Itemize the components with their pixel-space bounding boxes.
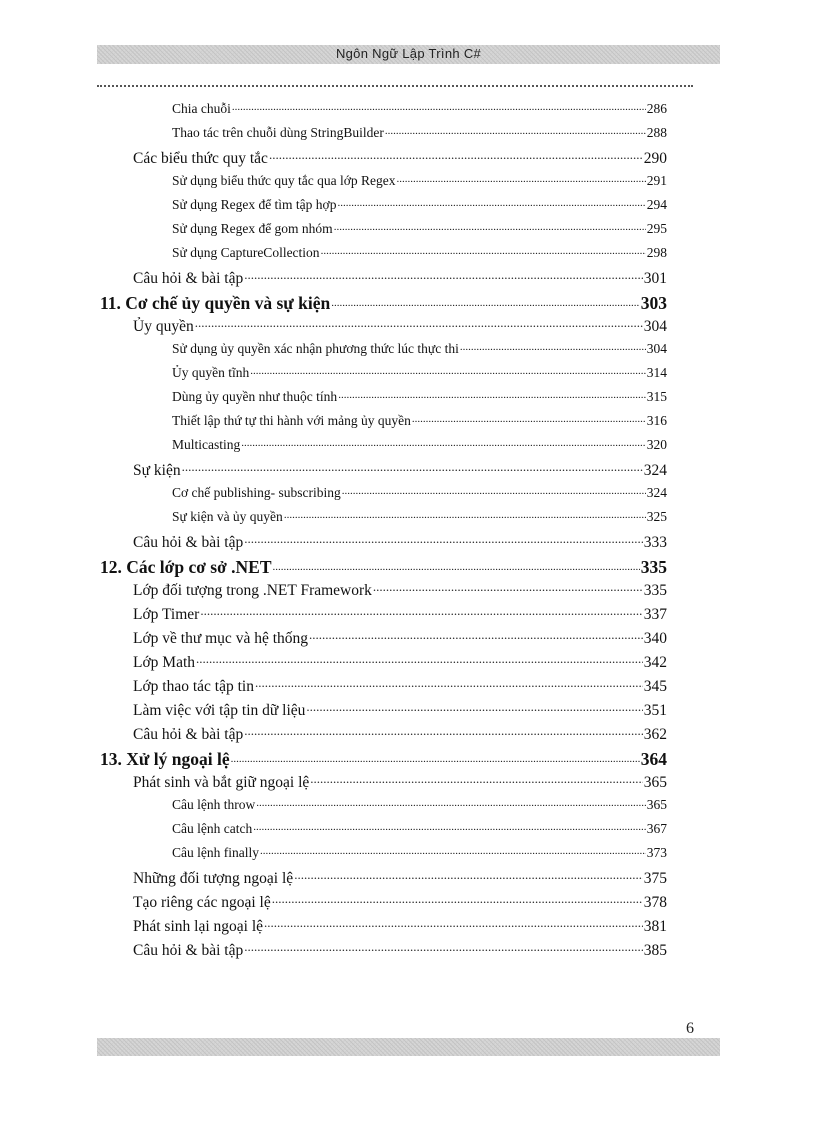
toc-entry-level-3[interactable] <box>172 507 667 529</box>
dot-leader <box>337 195 645 209</box>
toc-entry-page: 315 <box>646 388 667 404</box>
dot-leader <box>412 411 646 425</box>
toc-entry-title: Lớp đối tượng trong .NET Framework <box>133 581 372 599</box>
toc-entry-page: 333 <box>643 533 667 551</box>
toc-entry-page: 295 <box>646 220 667 236</box>
toc-entry-level-3[interactable] <box>172 99 667 121</box>
toc-entry-level-3[interactable] <box>172 171 667 193</box>
toc-entry-title: 12. Các lớp cơ sở .NET <box>100 556 272 577</box>
dot-leader <box>373 579 643 595</box>
toc-entry-title: Câu hỏi & bài tập <box>133 533 244 551</box>
toc-entry-title: Sử dụng Regex để gom nhóm <box>172 220 333 236</box>
toc-entry-level-3[interactable] <box>172 843 667 865</box>
toc-entry-title: Sử dụng Regex để tìm tập hợp <box>172 196 337 212</box>
toc-entry-title: Sự kiện và ủy quyền <box>172 508 283 524</box>
toc-entry-title: 11. Cơ chế ủy quyền và sự kiện <box>100 292 331 313</box>
toc-entry-level-2[interactable] <box>133 147 667 169</box>
dot-leader <box>284 507 646 521</box>
dot-leader <box>196 651 643 667</box>
toc-entry-level-2[interactable] <box>133 699 667 721</box>
toc-entry-level-2[interactable] <box>133 867 667 889</box>
toc-entry-page: 288 <box>646 124 667 140</box>
toc-entry-page: 294 <box>646 196 667 212</box>
dot-leader <box>264 915 643 931</box>
toc-entry-page: 298 <box>646 244 667 260</box>
toc-entry-title: Những đối tượng ngoại lệ <box>133 869 294 887</box>
toc-entry-page: 286 <box>646 100 667 116</box>
toc-entry-title: Câu hỏi & bài tập <box>133 941 244 959</box>
footer-band <box>97 1038 720 1056</box>
toc-entry-title: Thao tác trên chuỗi dùng StringBuilder <box>172 124 384 140</box>
toc-entry-page: 375 <box>643 869 667 887</box>
toc-entry-title: Sự kiện <box>133 461 181 479</box>
toc-entry-page: 304 <box>646 340 667 356</box>
dot-leader <box>460 339 646 353</box>
toc-entry-title: Lớp thao tác tập tin <box>133 677 254 695</box>
toc-entry-level-2[interactable] <box>133 651 667 673</box>
toc-entry-title: Câu lệnh catch <box>172 820 253 836</box>
toc-entry-page: 324 <box>646 484 667 500</box>
toc-entry-level-2[interactable] <box>133 891 667 913</box>
toc-entry-page: 291 <box>646 172 667 188</box>
toc-entry-page: 342 <box>643 653 667 671</box>
toc-entry-page: 365 <box>643 773 667 791</box>
toc-entry-page: 301 <box>643 269 667 287</box>
toc-entry-title: Lớp về thư mục và hệ thống <box>133 629 309 647</box>
dot-leader <box>338 387 646 401</box>
toc-entry-level-2[interactable] <box>133 315 667 337</box>
toc-entry-page: 314 <box>646 364 667 380</box>
toc-entry-level-3[interactable] <box>172 339 667 361</box>
toc-entry-title: Câu lệnh throw <box>172 796 256 812</box>
toc-entry-page: 381 <box>643 917 667 935</box>
dot-leader <box>195 315 643 331</box>
header-dotted-rule <box>97 85 693 87</box>
toc-entry-title: Sử dụng ủy quyền xác nhận phương thức lúc thực thi <box>172 340 459 356</box>
toc-entry-page: 337 <box>643 605 667 623</box>
dot-leader <box>272 891 643 907</box>
toc-entry-title: Câu hỏi & bài tập <box>133 725 244 743</box>
dot-leader <box>256 795 646 809</box>
dot-leader <box>269 147 643 163</box>
toc-entry-page: 335 <box>643 581 667 599</box>
dot-leader <box>310 771 642 787</box>
dot-leader <box>244 267 643 283</box>
toc-entry-title: Tạo riêng các ngoại lệ <box>133 893 271 911</box>
toc-entry-title: Ủy quyền <box>133 317 194 335</box>
toc-entry-title: Làm việc với tập tin dữ liệu <box>133 701 306 719</box>
toc-entry-page: 351 <box>643 701 667 719</box>
toc-entry-title: Thiết lập thứ tự thi hành với mảng ủy quyền <box>172 412 411 428</box>
toc-entry-level-2[interactable] <box>133 267 667 289</box>
page-number: 6 <box>686 1020 694 1037</box>
toc-entry-level-2[interactable] <box>133 723 667 745</box>
toc-entry-title: Các biểu thức quy tắc <box>133 149 268 167</box>
dot-leader <box>182 459 643 475</box>
toc-entry-level-2[interactable] <box>133 675 667 697</box>
toc-entry-title: Câu hỏi & bài tập <box>133 269 244 287</box>
dot-leader <box>232 99 646 113</box>
toc-entry-title: Cơ chế publishing- subscribing <box>172 484 341 500</box>
toc-entry-page: 324 <box>643 461 667 479</box>
dot-leader <box>385 123 646 137</box>
toc-entry-level-3[interactable] <box>172 123 667 145</box>
toc-entry-level-2[interactable] <box>133 939 667 961</box>
toc-entry-page: 362 <box>643 725 667 743</box>
dot-leader <box>309 627 643 643</box>
dot-leader <box>231 747 640 765</box>
toc-entry-page: 378 <box>643 893 667 911</box>
dot-leader <box>294 867 643 883</box>
toc-entry-level-3[interactable] <box>172 195 667 217</box>
dot-leader <box>250 363 646 377</box>
toc-entry-page: 303 <box>640 292 667 313</box>
toc-entry-title: Lớp Math <box>133 653 196 671</box>
toc-entry-level-1[interactable] <box>100 747 667 769</box>
toc-entry-level-3[interactable] <box>172 483 667 505</box>
toc-entry-page: 345 <box>643 677 667 695</box>
toc-entry-title: Sử dụng CaptureCollection <box>172 244 320 260</box>
dot-leader <box>334 219 646 233</box>
toc-entry-page: 304 <box>643 317 667 335</box>
dot-leader <box>244 723 643 739</box>
toc-entry-level-2[interactable] <box>133 531 667 553</box>
toc-entry-level-3[interactable] <box>172 243 667 265</box>
toc-entry-page: 320 <box>646 436 667 452</box>
toc-entry-page: 364 <box>640 748 667 769</box>
toc-entry-page: 325 <box>646 508 667 524</box>
toc-entry-title: Multicasting <box>172 436 241 452</box>
toc-entry-page: 290 <box>643 149 667 167</box>
toc-entry-level-2[interactable] <box>133 459 667 481</box>
toc-entry-level-2[interactable] <box>133 915 667 937</box>
toc-entry-page: 335 <box>640 556 667 577</box>
toc-entry-level-3[interactable] <box>172 411 667 433</box>
toc-entry-title: 13. Xử lý ngoại lệ <box>100 748 230 769</box>
toc-entry-title: Phát sinh lại ngoại lệ <box>133 917 264 935</box>
toc-entry-level-3[interactable] <box>172 795 667 817</box>
toc-entry-title: Phát sinh và bắt giữ ngoại lệ <box>133 773 310 791</box>
toc-entry-page: 316 <box>646 412 667 428</box>
toc-entry-level-1[interactable] <box>100 555 667 577</box>
toc-entry-level-3[interactable] <box>172 387 667 409</box>
toc-entry-title: Câu lệnh finally <box>172 844 259 860</box>
toc-entry-page: 365 <box>646 796 667 812</box>
header-band <box>97 45 720 64</box>
toc-entry-level-3[interactable] <box>172 435 667 457</box>
toc-entry-level-2[interactable] <box>133 579 667 601</box>
dot-leader <box>260 843 646 857</box>
page-header-title: Ngôn Ngữ Lập Trình C# <box>335 46 482 61</box>
toc-entry-title: Dùng ủy quyền như thuộc tính <box>172 388 338 404</box>
dot-leader <box>200 603 642 619</box>
toc-entry-level-3[interactable] <box>172 819 667 841</box>
dot-leader <box>342 483 646 497</box>
dot-leader <box>321 243 646 257</box>
toc-entry-level-3[interactable] <box>172 363 667 385</box>
toc-entry-title: Chia chuỗi <box>172 100 231 116</box>
toc-entry-title: Lớp Timer <box>133 605 200 623</box>
dot-leader <box>396 171 645 185</box>
toc-entry-page: 367 <box>646 820 667 836</box>
toc-entry-title: Ủy quyền tĩnh <box>172 364 250 380</box>
toc-entry-level-2[interactable] <box>133 603 667 625</box>
dot-leader <box>241 435 646 449</box>
toc-entry-page: 385 <box>643 941 667 959</box>
toc-entry-title: Sử dụng biểu thức quy tắc qua lớp Regex <box>172 172 396 188</box>
dot-leader <box>255 675 643 691</box>
toc-entry-level-1[interactable] <box>100 291 667 313</box>
dot-leader <box>331 291 640 309</box>
toc-entry-level-3[interactable] <box>172 219 667 241</box>
toc-entry-page: 373 <box>646 844 667 860</box>
dot-leader <box>244 939 643 955</box>
dot-leader <box>244 531 643 547</box>
dot-leader <box>306 699 642 715</box>
toc-entry-level-2[interactable] <box>133 627 667 649</box>
dot-leader <box>273 555 640 573</box>
dot-leader <box>253 819 646 833</box>
toc-entry-page: 340 <box>643 629 667 647</box>
toc-entry-level-2[interactable] <box>133 771 667 793</box>
